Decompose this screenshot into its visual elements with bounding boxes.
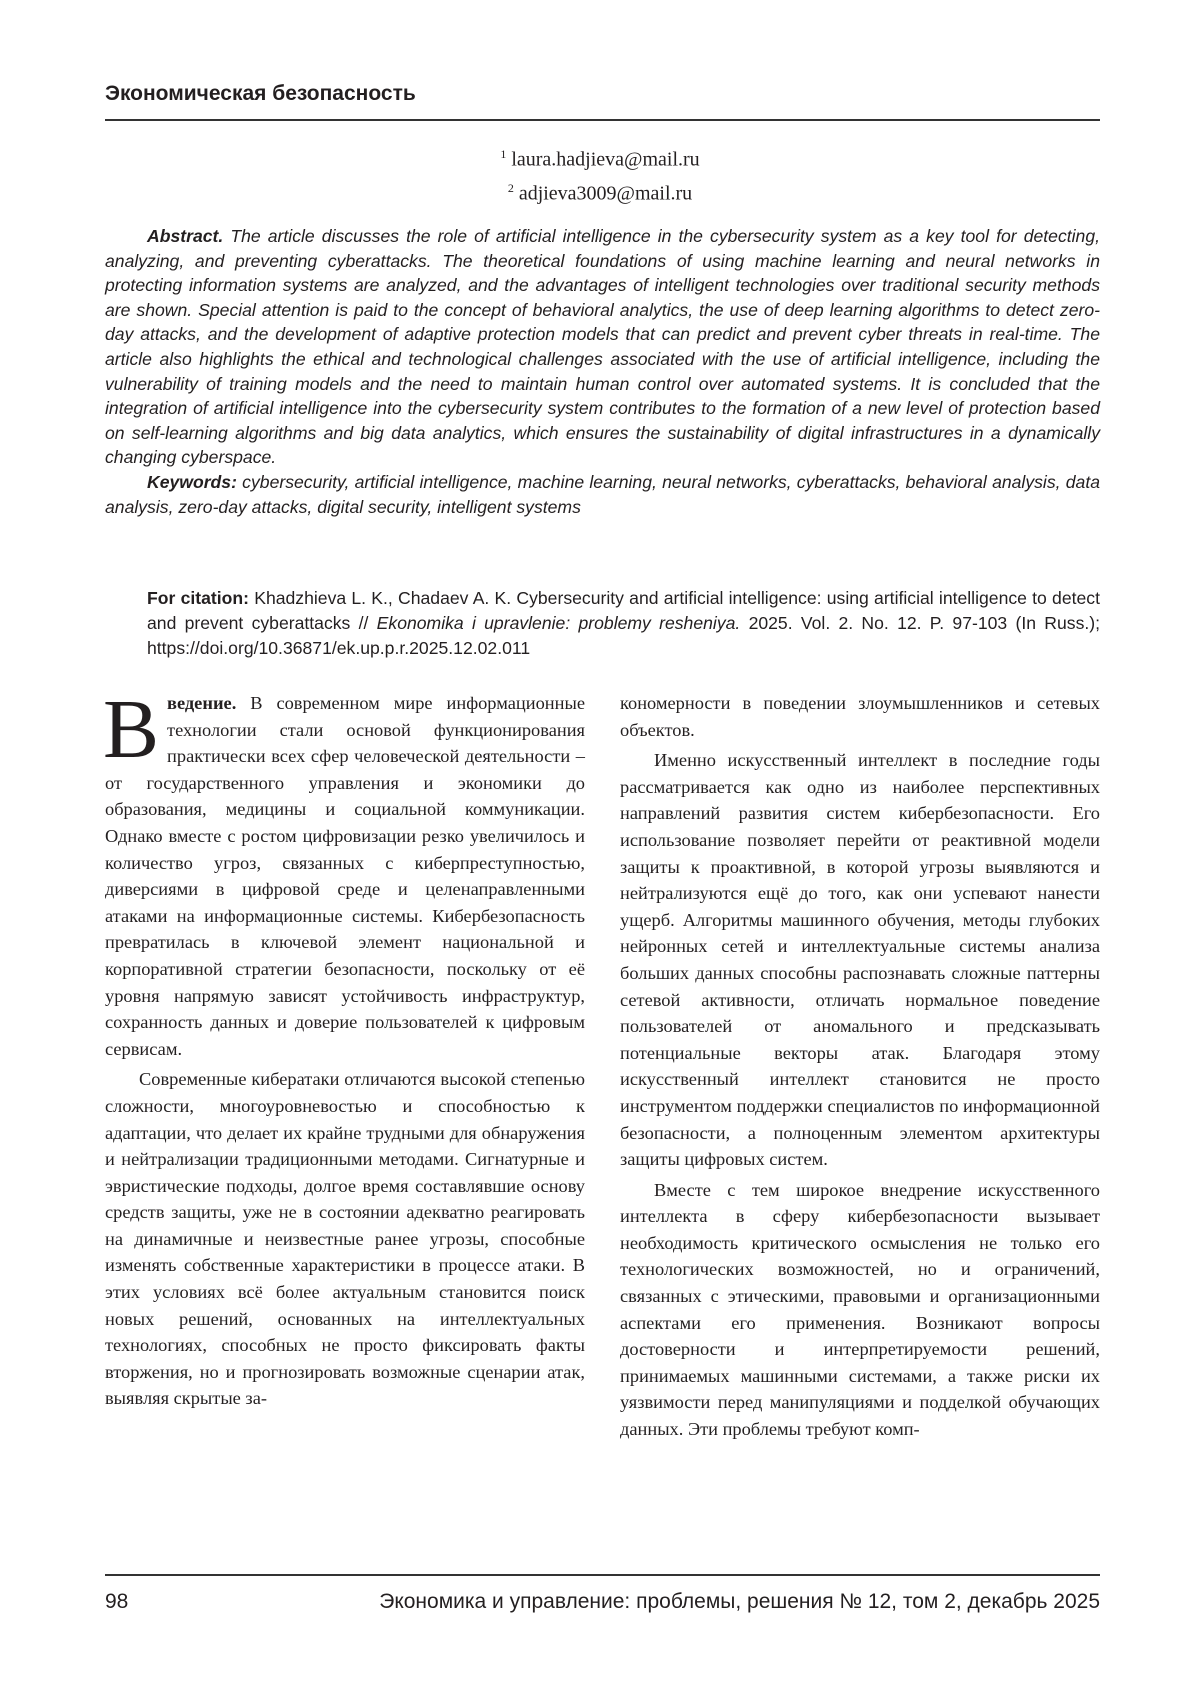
body-column-right — [620, 690, 1100, 1447]
paragraph: Именно искусственный интеллект в последние годы рассматривается как одно из наиболее перспективных направлений развития систем кибербезопасности. Его использование позволяет перейти от реактивной модели защиты к проактивной, в которой угрозы выявляются и нейтрализуются ещё до того, как они успевают нанести ущерб. Алгоритмы машинного обучения, методы глубоких нейронных сетей и интеллектуальные системы анализа больших данных способны распознавать сложные паттерны сетевой активности, отличать нормальное поведение пользователей от аномального и предсказывать потенциальные векторы атак. Благодаря этому искусственный интеллект становится не просто инструментом поддержки специалистов по информационной безопасности, а полноценным элементом архитектуры защиты цифровых систем. — [620, 747, 1100, 1173]
author-emails — [0, 140, 1200, 207]
page-number: 98 — [105, 1590, 128, 1614]
paragraph: Вместе с тем широкое внедрение искусственного интеллекта в сферу кибербезопасности вызывает необходимость критического осмысления не только его технологических возможностей, но и ограничений, связанных с этическими, правовыми и организационными аспектами его применения. Возникают вопросы достоверности и интерпретируемости решений, принимаемых машинными системами, а также риски их уязвимости перед манипуляциями и подделкой обучающих данных. Эти проблемы требуют комп- — [620, 1177, 1100, 1443]
citation-doi[interactable]: 2025. Vol. 2. No. 12. P. 97-103 (In Russ.); https://doi.org/10.36871/ek.up.p.r.2025.12.02.011 — [147, 613, 1100, 658]
paragraph: Современные кибератаки отличаются высокой степенью сложности, многоуровневостью и способностью к адаптации, что делает их крайне трудными для обнаружения и нейтрализации традиционными методами. Сигнатурные и эвристические подходы, долгое время составлявшие основу средств защиты, уже не в состоянии адекватно реагировать на динамичные и неизвестные ранее угрозы, способные изменять собственные характеристики в процессе атаки. В этих условиях всё более актуальным становится поиск новых решений, основанных на интеллектуальных технологиях, способных не просто фиксировать факты вторжения, но и прогнозировать возможные сценарии атак, выявляя скрытые за- — [105, 1066, 585, 1412]
intro-lead: ведение. — [167, 693, 236, 713]
citation-label: For citation: — [147, 588, 249, 608]
email-link[interactable]: adjieva3009@mail.ru — [519, 182, 692, 204]
abstract-label: Abstract. — [147, 226, 223, 246]
email-link[interactable]: laura.hadjieva@mail.ru — [511, 149, 699, 171]
footer-divider — [105, 1574, 1100, 1576]
section-header: Экономическая безопасность — [105, 82, 416, 106]
email-line — [0, 140, 1200, 174]
keywords-paragraph — [105, 470, 1100, 519]
keywords-text: cybersecurity, artificial intelligence, machine learning, neural networks, cyberattacks, behavioral analysis, data analysis, zero-day attacks, digital security, intelligent systems — [105, 472, 1100, 517]
drop-cap: В — [103, 694, 159, 766]
keywords-label: Keywords: — [147, 472, 237, 492]
body-column-left — [105, 690, 585, 1416]
header-divider — [105, 119, 1100, 121]
email-line — [0, 174, 1200, 208]
journal-info: Экономика и управление: проблемы, решения № 12, том 2, декабрь 2025 — [379, 1590, 1100, 1614]
abstract-text: The article discusses the role of artificial intelligence in the cybersecurity system as a key tool for detecting, analyzing, and preventing cyberattacks. The theoretical foundations of using machine learning and neural networks in protecting information systems are analyzed, and the advantages of intelligent technologies over traditional security methods are shown. Special attention is paid to the concept of behavioral analytics, the use of deep learning algorithms to detect zero-day attacks, and the development of adaptive protection models that can predict and prevent cyber threats in real-time. The article also highlights the ethical and technological challenges associated with the use of artificial intelligence, including the vulnerability of training models and the need to maintain human control over automated systems. It is concluded that the integration of artificial intelligence into the cybersecurity system contributes to the formation of a new level of protection based on self-learning algorithms and big data analytics, which ensures the sustainability of digital infrastructures in a dynamically changing cyberspace. — [105, 226, 1100, 467]
paragraph-continuation: кономерности в поведении злоумышленников и сетевых объектов. — [620, 690, 1100, 743]
footnote-number: 2 — [508, 181, 514, 195]
abstract — [105, 224, 1100, 519]
intro-paragraph — [105, 690, 585, 1062]
citation-journal: Ekonomika i upravlenie: problemy resheniya. — [377, 613, 741, 633]
footnote-number: 1 — [500, 147, 506, 161]
abstract-paragraph — [105, 224, 1100, 470]
paragraph-text: В современном мире информационные технологии стали основой функционирования практически всех сфер человеческой деятельности – от государственного управления и экономики до образования, медицины и социальной коммуникации. Однако вместе с ростом цифровизации резко увеличилось и количество угроз, связанных с киберпреступностью, диверсиями в цифровой среде и целенаправленными атаками на информационные системы. Кибербезопасность превратилась в ключевой элемент национальной и корпоративной стратегии безопасности, поскольку от её уровня напрямую зависят устойчивость инфраструктур, сохранность данных и доверие пользователей к цифровым сервисам. — [105, 693, 585, 1059]
footer — [105, 1590, 1100, 1614]
citation — [147, 586, 1100, 661]
citation-text: Khadzhieva L. K., Chadaev A. K. Cybersecurity and artificial intelligence: using artificial intelligence to detect and prevent cyberattacks // — [147, 588, 1100, 633]
